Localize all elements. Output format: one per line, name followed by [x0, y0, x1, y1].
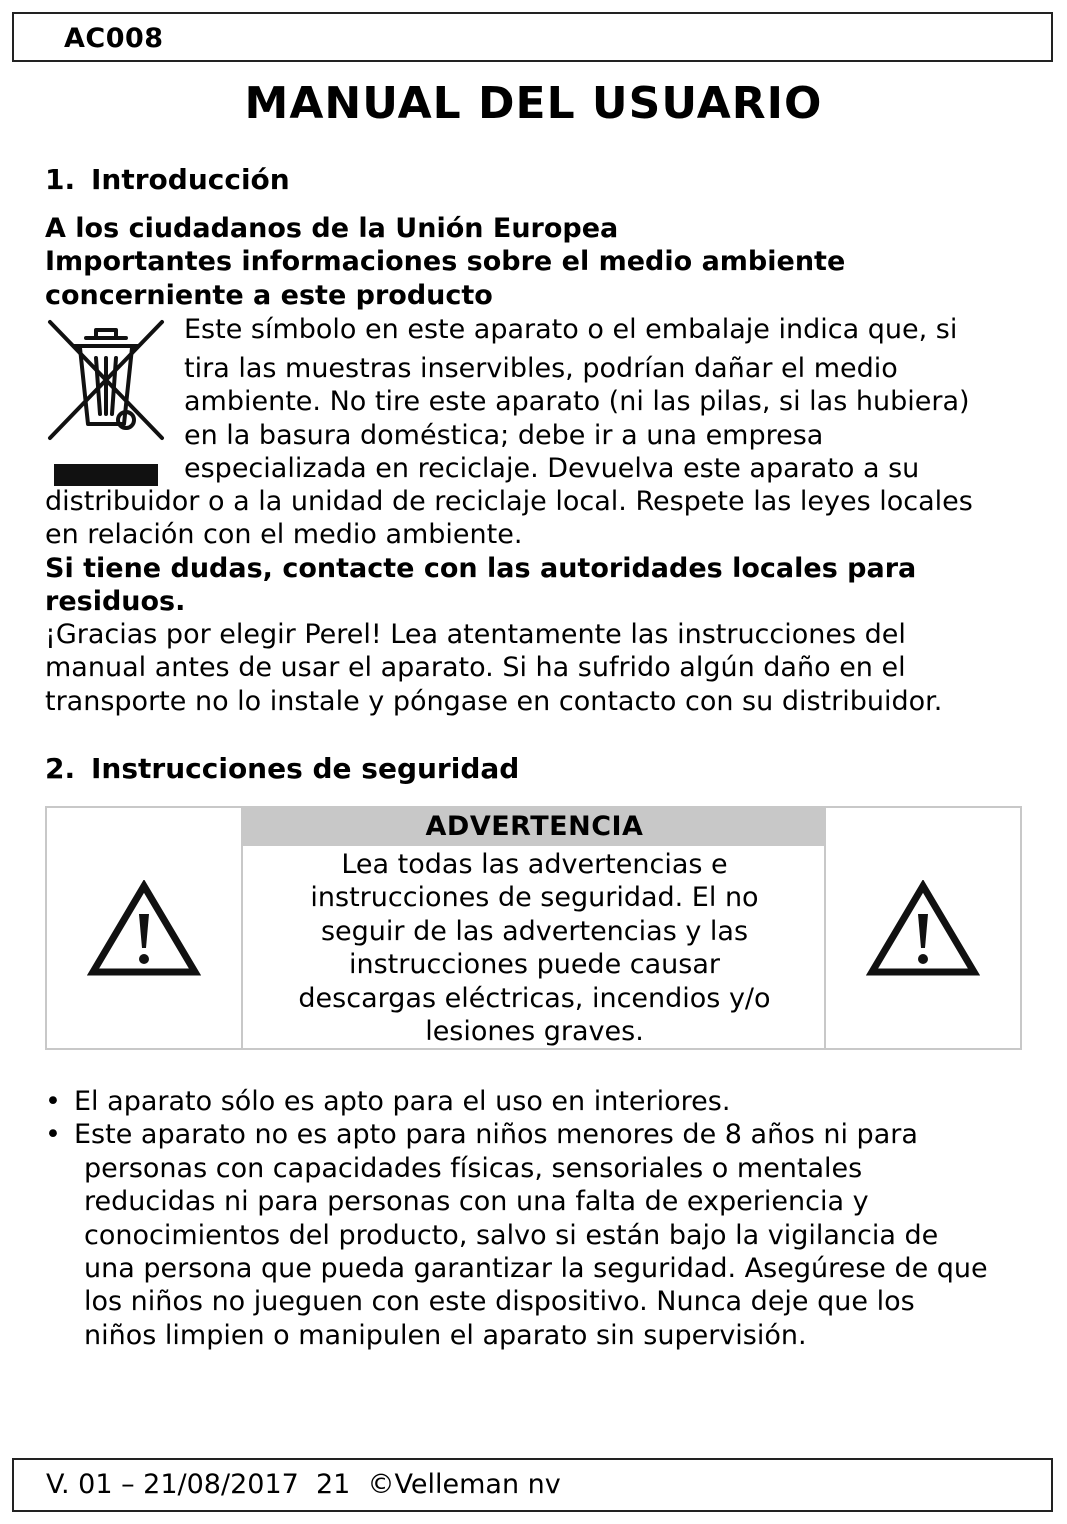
footer	[46, 1469, 561, 1500]
section-1-title: Introducción	[91, 163, 290, 196]
eu-heading-line-1: A los ciudadanos de la Unión Europea	[45, 213, 619, 244]
bullet-1-line-1: El aparato sólo es apto para el uso en interiores.	[74, 1086, 731, 1117]
weee-line-2: tira las muestras inservibles, podrían dañar el medio	[184, 353, 898, 384]
bullet-2-line-7: niños limpien o manipulen el aparato sin supervisión.	[84, 1319, 807, 1351]
warning-line-4: instrucciones puede causar	[349, 949, 720, 981]
weee-line-3: ambiente. No tire este aparato (ni las pilas, si las hubiera)	[184, 386, 970, 417]
bullet-2-line-2: personas con capacidades físicas, sensoriales o mentales	[84, 1152, 863, 1184]
warning-line-5: descargas eléctricas, incendios y/o	[298, 982, 771, 1014]
footer-frame	[12, 1458, 1053, 1512]
thanks-line-3: transporte no lo instale y póngase en contacto con su distribuidor.	[45, 686, 943, 717]
safety-bullet-list	[45, 1085, 988, 1352]
warning-text	[243, 848, 826, 1048]
warning-line-3: seguir de las advertencias y las	[320, 915, 749, 947]
doubts-line-2: residuos.	[45, 586, 186, 617]
section-2-title: Instrucciones de seguridad	[91, 752, 520, 785]
thanks-line-1: ¡Gracias por elegir Perel! Lea atentamente las instrucciones del	[45, 619, 906, 650]
bullet-dot: •	[45, 1119, 61, 1151]
warning-left-cell	[47, 808, 243, 1048]
bullet-dot: •	[45, 1086, 61, 1117]
warning-triangle-icon	[866, 880, 980, 980]
doubts-line-1: Si tiene dudas, contacte con las autoridades locales para	[45, 553, 917, 584]
recycling-line-2: en relación con el medio ambiente.	[45, 519, 523, 550]
bullet-2-line-3: reducidas ni para personas con una falta de experiencia y	[84, 1186, 869, 1218]
warning-header: ADVERTENCIA	[243, 808, 826, 846]
section-1-number: 1.	[45, 163, 76, 196]
recycling-line-1: distribuidor o a la unidad de reciclaje local. Respete las leyes locales	[45, 486, 973, 517]
footer-version: V. 01 – 21/08/2017	[46, 1469, 299, 1500]
warning-line-2: instrucciones de seguridad. El no	[310, 882, 759, 914]
warning-triangle-icon	[87, 880, 201, 980]
model-number: AC008	[64, 23, 164, 54]
weee-line-1: Este símbolo en este aparato o el embalaje indica que, si	[184, 314, 958, 345]
footer-copyright: ©Velleman nv	[367, 1469, 561, 1500]
bullet-2-line-6: los niños no jueguen con este dispositivo. Nunca deje que los	[84, 1286, 915, 1318]
bullet-2-line-4: conocimientos del producto, salvo si están bajo la vigilancia de	[84, 1219, 939, 1251]
footer-page-number: 21	[315, 1469, 351, 1500]
section-2-heading	[45, 752, 519, 785]
page-title: MANUAL DEL USUARIO	[244, 78, 823, 129]
section-2-number: 2.	[45, 752, 76, 785]
eu-heading-line-3: concerniente a este producto	[45, 280, 493, 311]
section-1-heading	[45, 163, 290, 196]
eu-heading-line-2: Importantes informaciones sobre el medio ambiente	[45, 246, 846, 277]
warning-line-1: Lea todas las advertencias e	[341, 849, 728, 880]
warning-line-6: lesiones graves.	[425, 1016, 644, 1048]
weee-line-4: en la basura doméstica; debe ir a una empresa	[184, 420, 824, 451]
bullet-2-line-5: una persona que pueda garantizar la seguridad. Asegúrese de que	[84, 1253, 988, 1285]
weee-line-5: especializada en reciclaje. Devuelva este aparato a su	[184, 453, 920, 484]
weee-crossed-bin-icon	[44, 316, 168, 490]
list-item	[45, 1085, 988, 1118]
warning-right-cell	[824, 808, 1020, 1048]
warning-box	[45, 806, 1022, 1050]
list-item	[45, 1118, 988, 1352]
thanks-line-2: manual antes de usar el aparato. Si ha sufrido algún daño en el	[45, 652, 906, 683]
bullet-2-line-1: Este aparato no es apto para niños menores de 8 años ni para	[74, 1119, 918, 1151]
header-frame	[12, 12, 1053, 62]
